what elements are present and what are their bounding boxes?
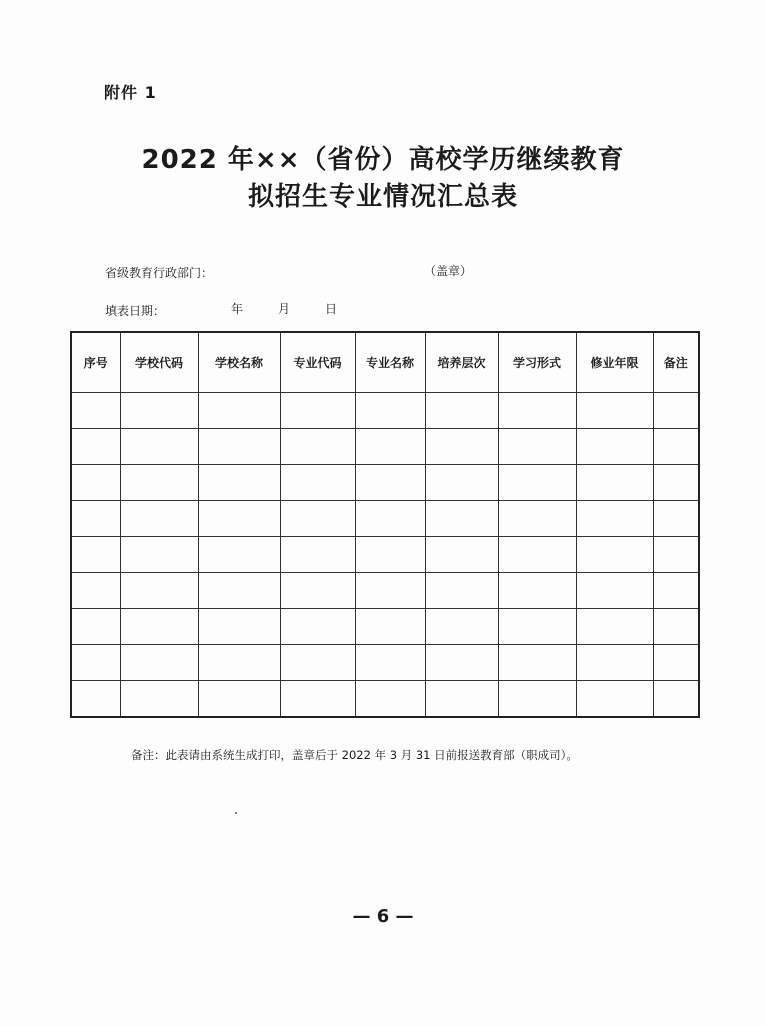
table-cell — [498, 681, 576, 718]
table-cell — [653, 573, 699, 609]
table-cell — [498, 573, 576, 609]
table-cell — [120, 501, 198, 537]
table-cell — [498, 645, 576, 681]
table-cell — [576, 573, 653, 609]
table-cell — [653, 645, 699, 681]
table-cell — [425, 465, 498, 501]
table-cell — [120, 573, 198, 609]
table-cell — [71, 681, 120, 718]
table-cell — [71, 465, 120, 501]
table-row — [71, 609, 699, 645]
seal-label: （盖章） — [424, 264, 473, 278]
table-cell — [71, 609, 120, 645]
table-row — [71, 681, 699, 718]
document-title-line-2: 拟招生专业情况汇总表 — [247, 182, 518, 212]
table-cell — [576, 501, 653, 537]
table-cell — [280, 429, 355, 465]
table-cell — [425, 681, 498, 718]
table-cell — [498, 465, 576, 501]
table-cell — [280, 393, 355, 429]
table-cell — [653, 465, 699, 501]
table-cell — [71, 393, 120, 429]
table-cell — [355, 537, 425, 573]
date-month-label: 月 — [278, 302, 291, 316]
table-cell — [355, 393, 425, 429]
table-cell — [120, 609, 198, 645]
table-cell — [280, 501, 355, 537]
table-cell — [355, 573, 425, 609]
table-cell — [425, 573, 498, 609]
table-row — [71, 465, 699, 501]
column-header: 培养层次 — [425, 332, 498, 393]
table-row — [71, 573, 699, 609]
table-cell — [280, 681, 355, 718]
table-cell — [280, 609, 355, 645]
date-day-label: 日 — [325, 302, 338, 316]
table-cell — [425, 609, 498, 645]
table-cell — [198, 501, 280, 537]
table-cell — [198, 537, 280, 573]
summary-table — [70, 331, 700, 718]
table-row — [71, 501, 699, 537]
column-header: 学校名称 — [198, 332, 280, 393]
table-row — [71, 393, 699, 429]
table-cell — [425, 429, 498, 465]
table-cell — [576, 393, 653, 429]
table-cell — [653, 609, 699, 645]
column-header: 序号 — [71, 332, 120, 393]
date-year-label: 年 — [231, 302, 244, 316]
table-cell — [71, 429, 120, 465]
table-cell — [425, 537, 498, 573]
table-row — [71, 537, 699, 573]
table-cell — [355, 465, 425, 501]
table-cell — [120, 537, 198, 573]
table-cell — [120, 465, 198, 501]
table-cell — [653, 393, 699, 429]
table-cell — [280, 573, 355, 609]
date-label: 填表日期： — [105, 304, 166, 318]
table-cell — [576, 609, 653, 645]
table-cell — [198, 573, 280, 609]
document-title-line-1: 2022 年××（省份）高校学历继续教育 — [141, 145, 625, 175]
table-cell — [198, 645, 280, 681]
table-header-row — [71, 332, 699, 393]
department-label: 省级教育行政部门： — [105, 266, 214, 280]
table-cell — [653, 429, 699, 465]
table-cell — [425, 501, 498, 537]
column-header: 专业名称 — [355, 332, 425, 393]
table-cell — [355, 501, 425, 537]
table-cell — [576, 645, 653, 681]
column-header: 学校代码 — [120, 332, 198, 393]
table-row — [71, 429, 699, 465]
table-cell — [120, 429, 198, 465]
table-cell — [71, 537, 120, 573]
table-cell — [576, 681, 653, 718]
table-cell — [198, 393, 280, 429]
table-cell — [576, 537, 653, 573]
table-cell — [576, 465, 653, 501]
stray-mark — [235, 812, 237, 814]
footnote: 备注：此表请由系统生成打印，盖章后于 2022 年 3 月 31 日前报送教育部（职成司）。 — [131, 748, 578, 762]
column-header: 修业年限 — [576, 332, 653, 393]
table-cell — [355, 681, 425, 718]
table-cell — [71, 501, 120, 537]
table-cell — [198, 429, 280, 465]
column-header: 专业代码 — [280, 332, 355, 393]
table-cell — [355, 609, 425, 645]
table-cell — [120, 645, 198, 681]
table-cell — [280, 537, 355, 573]
table-cell — [425, 393, 498, 429]
column-header: 学习形式 — [498, 332, 576, 393]
column-header: 备注 — [653, 332, 699, 393]
table-cell — [498, 609, 576, 645]
table-cell — [355, 429, 425, 465]
table-cell — [498, 537, 576, 573]
table-cell — [355, 645, 425, 681]
page-number: — 6 — — [352, 906, 414, 927]
attachment-label: 附件 1 — [104, 83, 157, 102]
table-cell — [653, 537, 699, 573]
table-cell — [653, 681, 699, 718]
table-cell — [198, 609, 280, 645]
table-cell — [576, 429, 653, 465]
table-cell — [498, 501, 576, 537]
table-cell — [280, 645, 355, 681]
table-cell — [71, 573, 120, 609]
table-cell — [120, 681, 198, 718]
table-cell — [198, 465, 280, 501]
table-cell — [71, 645, 120, 681]
table-cell — [498, 429, 576, 465]
table-cell — [280, 465, 355, 501]
table-cell — [425, 645, 498, 681]
table-cell — [653, 501, 699, 537]
table-cell — [198, 681, 280, 718]
table-row — [71, 645, 699, 681]
table-cell — [120, 393, 198, 429]
table-cell — [498, 393, 576, 429]
